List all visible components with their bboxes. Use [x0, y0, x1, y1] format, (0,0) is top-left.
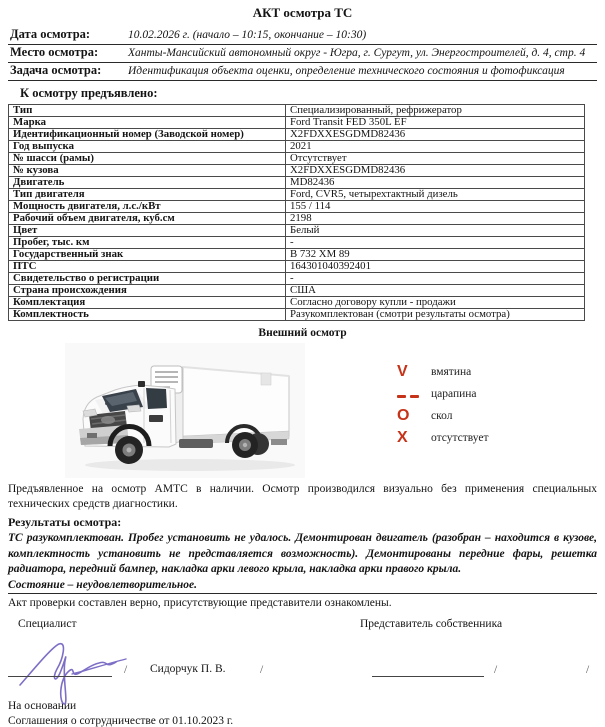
legend-item-label: царапина [431, 388, 477, 400]
table-row [9, 141, 585, 153]
legend-item [397, 427, 489, 449]
table-row [9, 117, 585, 129]
table-row-value: 2198 [286, 213, 585, 225]
header-field-value: Ханты-Мансийский автономный округ - Югра, г. Сургут, ул. Энергостроителей, д. 4, стр. 4 [128, 47, 586, 59]
table-row-value: MD82436 [286, 177, 585, 189]
header-field-row [8, 63, 597, 81]
presence-paragraph: Предъявленное на осмотр АМТС в наличии. Осмотр производился визуально без применения специальных технических средств диагностики. [8, 483, 597, 510]
table-row-value: Разукомплектован (смотри результаты осмотра) [286, 309, 585, 321]
table-row-label: ПТС [9, 261, 286, 273]
table-row-value: Отсутствует [286, 153, 585, 165]
table-row-label: Тип [9, 105, 286, 117]
table-row-value: X2FDXXESGDMD82436 [286, 129, 585, 141]
table-row [9, 273, 585, 285]
table-row-value: В 732 ХМ 89 [286, 249, 585, 261]
table-row-value: 164301040392401 [286, 261, 585, 273]
vehicle-table [8, 104, 585, 321]
table-row-value: Белый [286, 225, 585, 237]
presented-heading: К осмотру предъявлено: [20, 86, 158, 100]
table-row-value: 155 / 114 [286, 201, 585, 213]
specialist-role-label: Специалист [18, 617, 77, 630]
legend-item-label: отсутствует [431, 432, 489, 444]
вмятина-symbol-icon: V [397, 363, 408, 380]
header-field-label: Задача осмотра: [10, 63, 102, 77]
скол-symbol-icon: O [397, 407, 410, 424]
dash-mark-icon [410, 395, 419, 399]
document-title: АКТ осмотра ТС [252, 5, 353, 20]
table-row [9, 177, 585, 189]
legend-item [397, 405, 489, 427]
legend-item-label: вмятина [431, 366, 472, 378]
confirmation-line: Акт проверки составлен верно, присутствующие представители ознакомлены. [8, 596, 392, 609]
header-field-row [8, 45, 597, 63]
table-row-label: Государственный знак [9, 249, 286, 261]
table-row-label: Свидетельство о регистрации [9, 273, 286, 285]
basis-line-2: Соглашения о сотрудничестве от 01.10.2023 г. [8, 715, 234, 727]
header-field-value: 10.02.2026 г. (начало – 10:15, окончание – 10:30) [128, 29, 367, 41]
table-row-label: Цвет [9, 225, 286, 237]
table-row-value: Ford Transit FED 350L EF [286, 117, 585, 129]
basis-line-1: На основании [8, 699, 77, 712]
external-inspection-heading: Внешний осмотр [258, 327, 347, 339]
table-row-label: Марка [9, 117, 286, 129]
table-row [9, 213, 585, 225]
table-row [9, 225, 585, 237]
table-row-label: Мощность двигателя, л.с./кВт [9, 201, 286, 213]
table-row [9, 201, 585, 213]
legend-item [397, 361, 489, 383]
table-row-value: Ford, CVR5, четырехтактный дизель [286, 189, 585, 201]
table-row [9, 165, 585, 177]
basis-block [8, 699, 597, 727]
owner-representative-role-label: Представитель собственника [360, 617, 503, 630]
separator-slash: / [260, 663, 264, 676]
specialist-signature-line [8, 675, 112, 677]
specialist-name: Сидорчук П. В. [150, 662, 226, 675]
table-row-value: Согласно договору купли - продажи [286, 297, 585, 309]
legend-item-label: скол [431, 410, 453, 422]
legend-item [397, 383, 489, 405]
table-row [9, 249, 585, 261]
table-row-label: Пробег, тыс. км [9, 237, 286, 249]
table-row [9, 297, 585, 309]
header-field-row [8, 27, 597, 45]
table-row [9, 189, 585, 201]
table-row-value: 2021 [286, 141, 585, 153]
signature-row [8, 645, 597, 693]
table-row-label: Комплектация [9, 297, 286, 309]
signature-roles [8, 618, 597, 633]
results-heading: Результаты осмотра: [8, 515, 122, 529]
отсутствует-symbol-icon: X [397, 429, 408, 446]
table-row [9, 309, 585, 321]
table-row-value: - [286, 273, 585, 285]
table-row-label: Рабочий объем двигателя, куб.см [9, 213, 286, 225]
table-row [9, 285, 585, 297]
results-text: ТС разукомплектован. Пробег установить не удалось. Демонтирован двигатель (разобран – находится в кузове, комплектность установить не представляется возможность). Демонтированы передние фары, решетка радиатора, передний бампер, накладка арки левого крыла, накладка арки правого крыла. [8, 532, 597, 575]
header-field-label: Место осмотра: [10, 45, 99, 59]
table-row-label: Идентификационный номер (Заводской номер) [9, 129, 286, 141]
table-row-label: № кузова [9, 165, 286, 177]
header-field-label: Дата осмотра: [10, 27, 91, 41]
table-row-value: Специализированный, рефрижератор [286, 105, 585, 117]
separator-slash: / [124, 663, 128, 676]
damage-legend [397, 343, 489, 478]
table-row-label: Год выпуска [9, 141, 286, 153]
owner-signature-line [372, 675, 484, 677]
separator-slash: / [586, 663, 590, 676]
table-row-label: Комплектность [9, 309, 286, 321]
header-fields [8, 27, 597, 81]
table-row [9, 261, 585, 273]
table-row-label: Тип двигателя [9, 189, 286, 201]
vehicle-photo [65, 343, 305, 478]
table-row [9, 129, 585, 141]
table-row [9, 237, 585, 249]
condition-line: Состояние – неудовлетворительное. [8, 578, 597, 594]
table-row-label: № шасси (рамы) [9, 153, 286, 165]
truck-illustration [65, 343, 305, 478]
table-row-value: США [286, 285, 585, 297]
table-row-value: - [286, 237, 585, 249]
table-row-value: X2FDXXESGDMD82436 [286, 165, 585, 177]
table-row [9, 153, 585, 165]
table-row-label: Страна происхождения [9, 285, 286, 297]
scratch-icon [397, 386, 431, 402]
table-row-label: Двигатель [9, 177, 286, 189]
header-field-value: Идентификация объекта оценки, определение технического состояния и фотофиксация [128, 65, 565, 77]
table-row [9, 105, 585, 117]
dash-mark-icon [397, 395, 406, 399]
external-inspection-block [65, 343, 597, 478]
separator-slash: / [494, 663, 498, 676]
